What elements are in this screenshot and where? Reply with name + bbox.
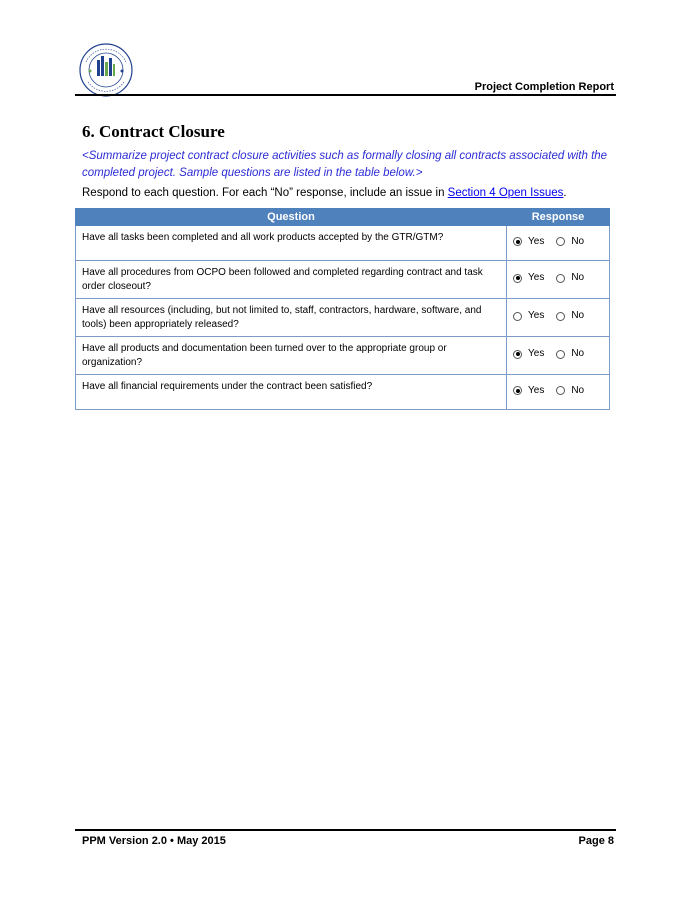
radio-button-icon[interactable] (556, 237, 565, 246)
radio-no[interactable] (556, 271, 584, 285)
footer-divider (75, 829, 616, 831)
table-header-row (76, 209, 610, 226)
radio-button-icon[interactable] (556, 312, 565, 321)
question-cell: Have all resources (including, but not limited to, staff, contractors, hardware, software, and tools) been appropriately released? (76, 299, 507, 337)
prompt-end: . (563, 187, 567, 199)
radio-button-icon[interactable] (513, 350, 522, 359)
radio-label: Yes (528, 310, 545, 322)
radio-yes[interactable] (513, 235, 544, 249)
table-row (76, 226, 610, 261)
header-title: Project Completion Report (474, 81, 614, 93)
radio-label: No (571, 235, 585, 247)
radio-yes[interactable] (513, 347, 544, 361)
contract-closure-table (75, 208, 610, 410)
radio-label: No (571, 310, 585, 322)
section-prompt (82, 185, 617, 202)
hud-seal-logo (78, 42, 134, 98)
radio-button-icon[interactable] (556, 274, 565, 283)
question-cell: Have all tasks been completed and all work products accepted by the GTR/GTM? (76, 226, 507, 261)
radio-no[interactable] (556, 309, 584, 323)
footer-page-number: Page 8 (578, 835, 614, 847)
radio-label: Yes (528, 348, 545, 360)
question-cell: Have all financial requirements under the contract been satisfied? (76, 375, 507, 410)
table-row (76, 337, 610, 375)
question-cell: Have all procedures from OCPO been followed and completed regarding contract and task order closeout? (76, 261, 507, 299)
question-cell: Have all products and documentation been turned over to the appropriate group or organization? (76, 337, 507, 375)
radio-no[interactable] (556, 347, 584, 361)
radio-label: No (571, 348, 585, 360)
radio-yes[interactable] (513, 271, 544, 285)
radio-no[interactable] (556, 384, 584, 398)
radio-label: Yes (528, 384, 545, 396)
radio-yes[interactable] (513, 309, 544, 323)
radio-label: Yes (528, 235, 545, 247)
response-cell (507, 337, 610, 375)
radio-button-icon[interactable] (513, 386, 522, 395)
radio-no[interactable] (556, 235, 584, 249)
radio-button-icon[interactable] (513, 274, 522, 283)
radio-button-icon[interactable] (513, 237, 522, 246)
column-header-response: Response (507, 209, 610, 226)
section-title: 6. Contract Closure (82, 122, 225, 141)
table-row (76, 299, 610, 337)
header-divider (75, 94, 616, 96)
response-cell (507, 375, 610, 410)
response-cell (507, 261, 610, 299)
open-issues-link[interactable]: Section 4 Open Issues (447, 187, 564, 199)
radio-label: No (571, 272, 585, 284)
response-cell (507, 226, 610, 261)
radio-label: No (571, 384, 585, 396)
column-header-question: Question (76, 209, 507, 226)
radio-yes[interactable] (513, 384, 544, 398)
section-instructions: <Summarize project contract closure activities such as formally closing all contracts associated with the completed project. Sample questions are listed in the table below.> (82, 150, 608, 179)
radio-button-icon[interactable] (556, 350, 565, 359)
radio-button-icon[interactable] (513, 312, 522, 321)
radio-label: Yes (528, 272, 545, 284)
footer-version: PPM Version 2.0 • May 2015 (82, 835, 226, 847)
table-row (76, 375, 610, 410)
table-row (76, 261, 610, 299)
radio-button-icon[interactable] (556, 386, 565, 395)
response-cell (507, 299, 610, 337)
prompt-text: Respond to each question. For each “No” response, include an issue in (82, 187, 448, 199)
